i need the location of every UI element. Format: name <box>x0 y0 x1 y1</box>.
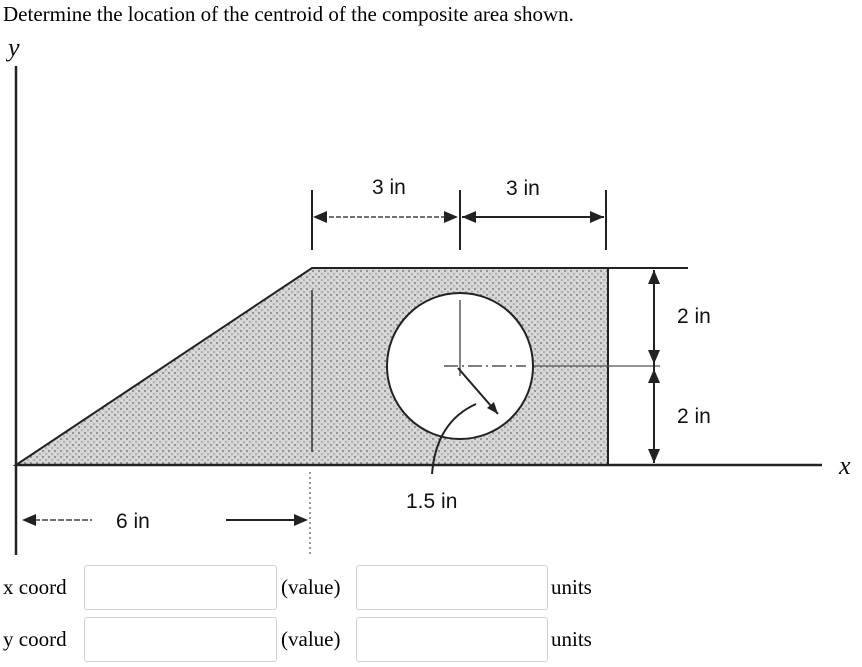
x-coord-units-suffix: units <box>551 575 592 599</box>
x-coord-value-suffix: (value) <box>281 575 341 599</box>
top-dim-left-arrow-b <box>444 211 458 223</box>
lower-height-label: 2 in <box>677 405 711 428</box>
top-right-width-label: 3 in <box>506 177 540 200</box>
y-coord-value-suffix: (value) <box>281 627 341 651</box>
top-dim-left-arrow-a <box>313 211 327 223</box>
bottom-dim-right-arrow <box>294 514 308 526</box>
upper-height-label: 2 in <box>677 305 711 328</box>
right-dim-arrow-bottom <box>648 449 660 463</box>
y-coord-units-input[interactable] <box>356 617 548 662</box>
hole-radius-label: 1.5 in <box>406 490 458 513</box>
bottom-dim-left-arrow <box>22 514 36 526</box>
right-dim-arrow-top <box>648 270 660 284</box>
y-coord-units-suffix: units <box>551 627 592 651</box>
question-text: Determine the location of the centroid of the composite area shown. <box>3 2 574 26</box>
x-coord-units-input[interactable] <box>356 565 548 610</box>
y-axis-label: y <box>8 33 20 62</box>
top-dim-right-arrow-b <box>590 211 604 223</box>
right-dim-arrow-mid-up <box>648 350 660 364</box>
triangle-base-label: 6 in <box>116 510 150 533</box>
x-coord-value-input[interactable] <box>84 565 277 610</box>
right-dim-arrow-mid-down <box>648 369 660 383</box>
y-coord-label: y coord <box>3 627 67 651</box>
top-left-width-label: 3 in <box>372 176 406 199</box>
top-dim-right-arrow-a <box>462 211 476 223</box>
x-axis-label: x <box>839 451 851 480</box>
y-coord-value-input[interactable] <box>84 617 277 662</box>
x-coord-label: x coord <box>3 575 67 599</box>
